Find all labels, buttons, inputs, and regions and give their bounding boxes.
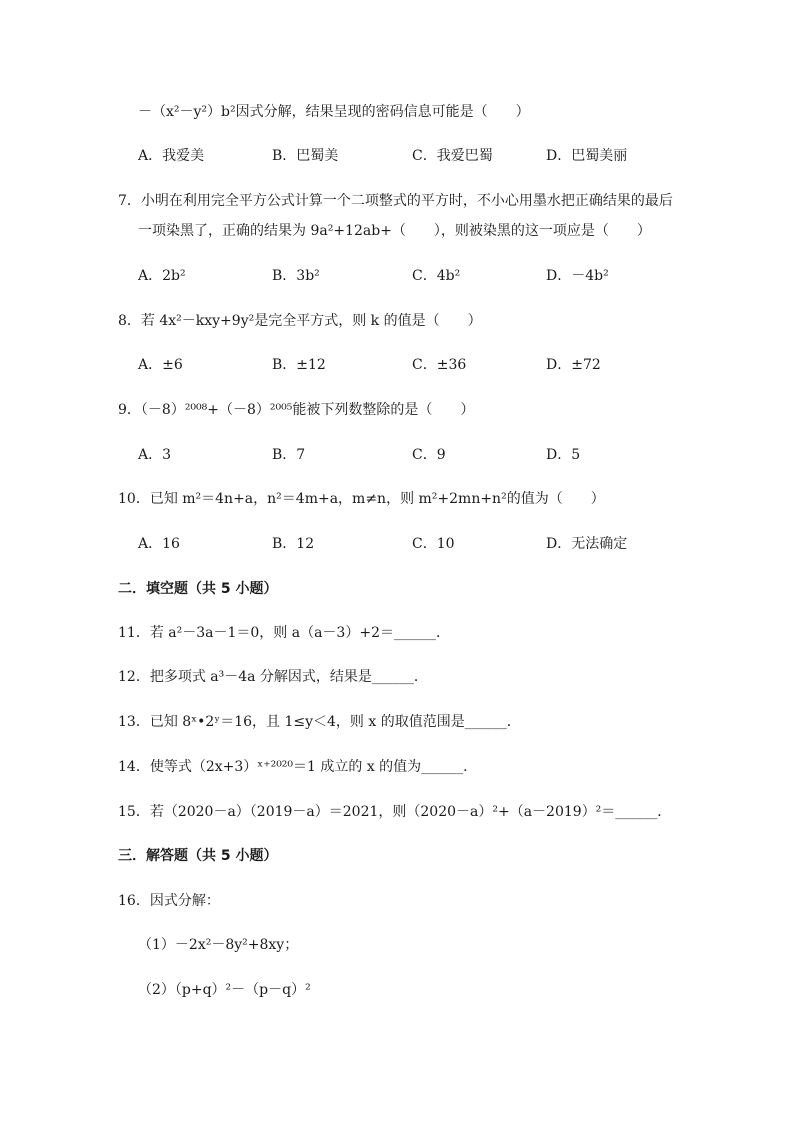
- q10-options: [138, 534, 698, 554]
- q9-stem: 9．（－8）²⁰⁰⁸+（－8）²⁰⁰⁵能被下列数整除的是（ ）: [118, 402, 475, 418]
- q14-stem: 14．使等式（2x+3）ˣ⁺²⁰²⁰＝1 成立的 x 的值为______．: [118, 759, 478, 775]
- q10-option-c: C．10: [412, 536, 455, 552]
- q8-option-d: D．±72: [546, 357, 601, 373]
- q7-option-b: B．3b²: [272, 268, 320, 284]
- q7-option-a: A．2b²: [138, 268, 186, 284]
- q9-option-b: B．7: [272, 447, 306, 463]
- q8-option-a: A．±6: [138, 357, 183, 373]
- q7-stem-line2: 一项染黑了，正确的结果为 9a²+12ab+（ ），则被染黑的这一项应是（ ）: [138, 223, 651, 239]
- q9-option-c: C．9: [412, 447, 446, 463]
- q16-part2: （2）（p+q）²－（p－q）²: [138, 982, 311, 998]
- q8-stem: 8．若 4x²－kxy+9y²是完全平方式，则 k 的值是（ ）: [118, 313, 482, 329]
- q8-option-c: C．±36: [412, 357, 467, 373]
- q7-option-d: D．－4b²: [546, 268, 609, 284]
- q6-option-b: B．巴蜀美: [272, 148, 339, 164]
- q12-stem: 12．把多项式 a³－4a 分解因式，结果是______．: [118, 669, 428, 685]
- q7-option-c: C．4b²: [412, 268, 461, 284]
- q6-stem-text: －（x²－y²）b²因式分解，结果呈现的密码信息可能是（ ）: [138, 104, 530, 120]
- q6-stem-line: [138, 102, 530, 122]
- q15-stem: 15．若（2020－a）（2019－a）＝2021，则（2020－a）²+（a－2019）²＝______．: [118, 804, 672, 820]
- q11-stem: 11．若 a²－3a－1＝0，则 a（a－3）+2＝______．: [118, 625, 450, 641]
- q16-title: 16．因式分解：: [118, 893, 220, 909]
- q6-options: [138, 146, 698, 166]
- section-fill-in-heading: 二．填空题（共 5 小题）: [118, 581, 278, 597]
- q10-option-a: A．16: [138, 536, 180, 552]
- q6-option-d: D．巴蜀美丽: [546, 148, 628, 164]
- q10-option-d: D．无法确定: [546, 536, 628, 552]
- q9-options: [138, 445, 698, 465]
- q8-options: [138, 355, 698, 375]
- q10-option-b: B．12: [272, 536, 315, 552]
- q8-option-b: B．±12: [272, 357, 326, 373]
- q16-part1: （1）－2x²－8y²+8xy；: [138, 937, 299, 953]
- q9-option-d: D．5: [546, 447, 581, 463]
- q13-stem: 13．已知 8ˣ•2ʸ＝16，且 1≤y＜4，则 x 的取值范围是______．: [118, 714, 521, 730]
- q9-option-a: A．3: [138, 447, 172, 463]
- q6-option-a: A．我爱美: [138, 148, 205, 164]
- q10-stem: 10．已知 m²＝4n+a，n²＝4m+a，m≠n，则 m²+2mn+n²的值为（ ）: [118, 491, 605, 507]
- q7-options: [138, 266, 698, 286]
- section-solution-heading: 三．解答题（共 5 小题）: [118, 848, 278, 864]
- q7-stem-line1: 7．小明在利用完全平方公式计算一个二项整式的平方时，不小心用墨水把正确结果的最后: [118, 193, 673, 209]
- q6-option-c: C．我爱巴蜀: [412, 148, 493, 164]
